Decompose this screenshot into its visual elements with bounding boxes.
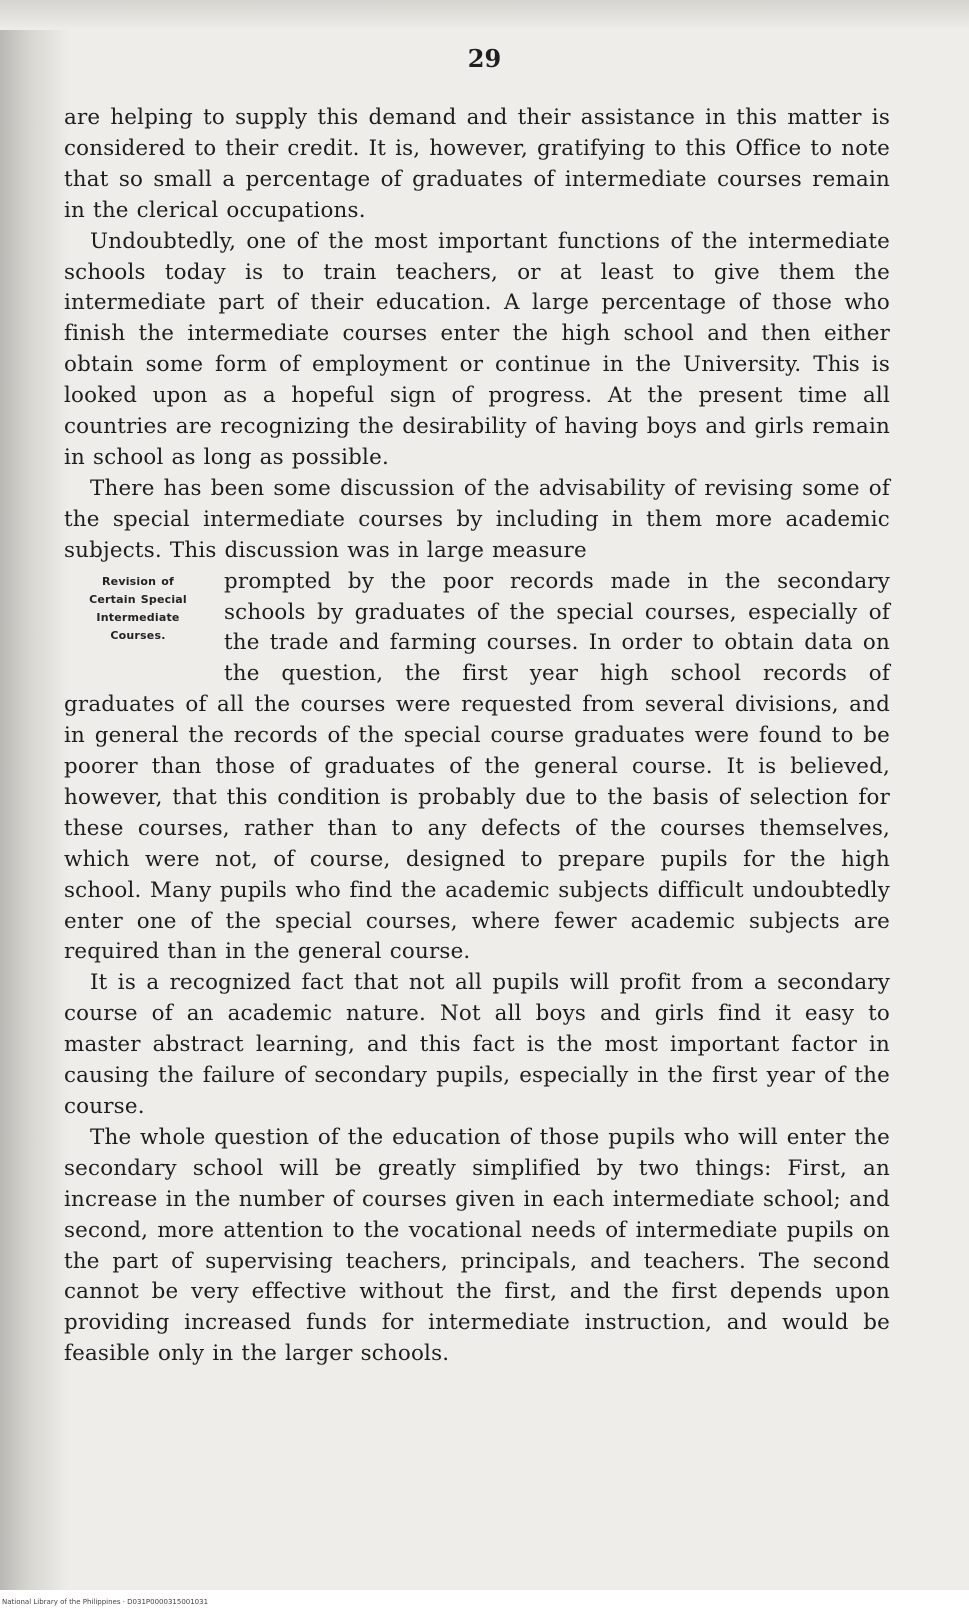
- paragraph-4: It is a recognized fact that not all pupils will profit from a secondary course of an academic nature. Not all boys and girls find it easy to master abstract learning, and this fact is the most important factor in causing the failure of secondary pupils, especially in the first year of the course.: [64, 970, 890, 1119]
- page-gutter-shadow: [0, 0, 70, 1613]
- paragraph-2: Undoubtedly, one of the most important functions of the intermediate schools today is to train teachers, or at least to give them the intermediate part of their education. A large percentage of those who finish the intermediate courses enter the high school and then either obtain some form of employment or continue in the University. This is looked upon as a hopeful sign of progress. At the present time all countries are recognizing the desirability of having boys and girls remain in school as long as possible.: [64, 228, 890, 470]
- body-text: [64, 103, 890, 1370]
- page-top-shadow: [0, 0, 969, 30]
- paragraph-1: are helping to supply this demand and their assistance in this matter is considered to their credit. It is, however, gratifying to this Office to note that so small a percentage of graduates of intermediate courses remain in the clerical occupations.: [64, 105, 890, 223]
- margin-note-line: Certain Special: [89, 592, 187, 606]
- paragraph-5: The whole question of the education of those pupils who will enter the secondary school will be greatly simplified by two things: First, an increase in the number of courses given in each intermediate school; and second, more attention to the vocational needs of intermediate pupils on the part of supervising teachers, principals, and teachers. The second cannot be very effective without the first, and the first depends upon providing increased funds for intermediate instruction, and would be feasible only in the larger schools.: [64, 1124, 890, 1367]
- scan-footer: National Library of the Philippines · D031P0000315001031: [2, 1598, 209, 1606]
- margin-note-line: Courses.: [110, 628, 166, 642]
- paragraph-3-lead: There has been some discussion of the advisability of revising some of the special intermediate courses by including in them more academic subjects. This discussion was in large measure: [64, 475, 890, 563]
- paragraph-3: [64, 474, 890, 567]
- margin-note-line: Intermediate: [96, 610, 180, 624]
- margin-note-line: Revision of: [102, 574, 174, 588]
- paragraph-3-continued: prompted by the poor records made in the secondary schools by graduates of the special courses, especially of the trade and farming courses. In order to obtain data on the question, the first year high school records of graduates of all the courses were requested from several divisions, and in general the records of the special course graduates were found to be poorer than those of graduates of the general course. It is believed, however, that this condition is probably due to the basis of selection for these courses, rather than to any defects of the courses themselves, which were not, of course, designed to prepare pupils for the high school. Many pupils who find the academic subjects difficult undoubtedly enter one of the special courses, where fewer academic subjects are required than in the general course.: [64, 568, 890, 965]
- page-number: 29: [467, 44, 502, 73]
- margin-note: [64, 567, 212, 665]
